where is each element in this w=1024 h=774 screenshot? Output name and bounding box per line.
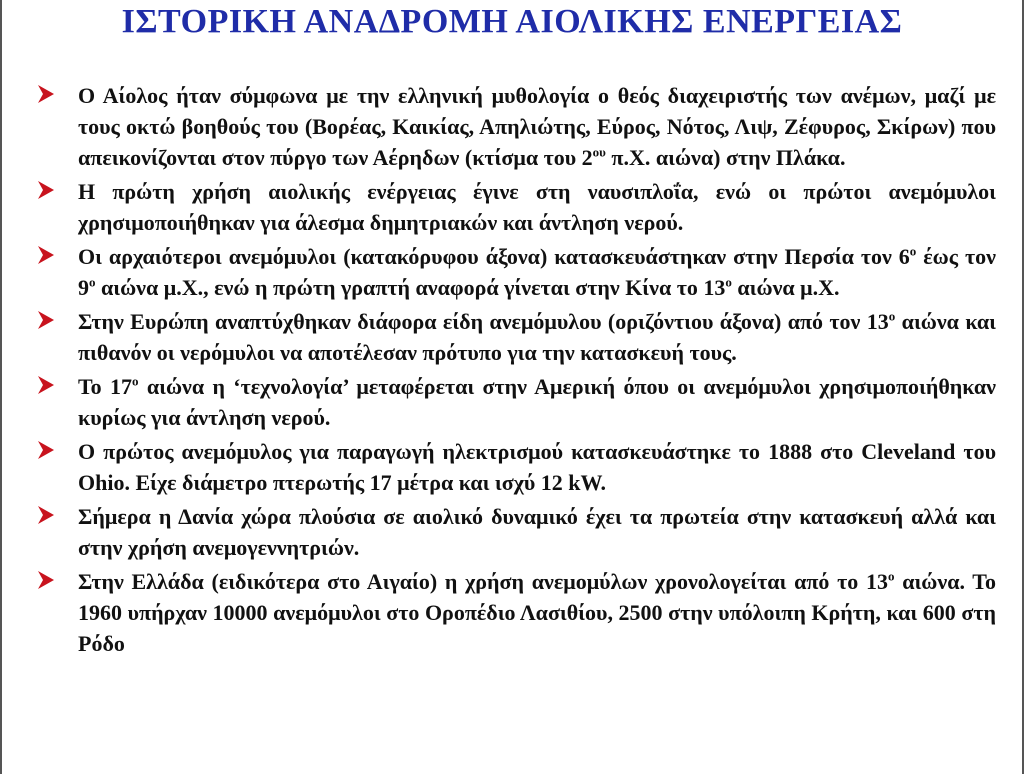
bullet-text-tail: αιώνα. Το 1960 υπήρχαν 10000 ανεμόμυλοι στο Οροπέδιο Λασιθίου, 2500 στην υπόλοιπη Κρήτη, και 600 στη Ρόδο (78, 569, 996, 656)
bullet-item-first-use (34, 176, 996, 238)
bullet-text: Στην Ευρώπη αναπτύχθηκαν διάφορα είδη ανεμόμυλου (οριζόντιου άξονα) από τον 13 (78, 309, 889, 334)
arrow-bullet-icon (36, 179, 56, 201)
bullet-superscript: ο (132, 373, 139, 389)
bullet-superscript: ο (725, 274, 732, 290)
arrow-bullet-icon (36, 439, 56, 461)
arrow-bullet-icon (36, 244, 56, 266)
bullet-text: Στην Ελλάδα (ειδικότερα στο Αιγαίο) η χρήση ανεμομύλων χρονολογείται από το 13 (78, 569, 888, 594)
bullet-list (34, 80, 996, 662)
bullet-superscript: ο (888, 308, 896, 324)
arrow-bullet-icon (36, 569, 56, 591)
bullet-text-tail: αιώνα μ.Χ. (731, 275, 840, 300)
bullet-item-greece (34, 566, 996, 659)
arrow-bullet-icon (36, 309, 56, 331)
bullet-text: Το 17 (78, 374, 133, 399)
bullet-superscript: ο (89, 274, 96, 290)
bullet-item-cleveland (34, 436, 996, 498)
bullet-text: Ο πρώτος ανεμόμυλος για παραγωγή ηλεκτρισμού κατασκευάστηκε το 1888 στο Cleveland του Ohio. Είχε διάμετρο πτερωτής 17 μέτρα και ισχύ 12 kW. (78, 439, 996, 495)
bullet-item-denmark (34, 501, 996, 563)
bullet-text: Οι αρχαιότεροι ανεμόμυλοι (κατακόρυφου άξονα) κατασκευάστηκαν στην Περσία τον 6 (78, 244, 910, 269)
arrow-bullet-icon (36, 83, 56, 105)
bullet-text-tail: αιώνα η ‘τεχνολογία’ μεταφέρεται στην Αμερική όπου οι ανεμόμυλοι χρησιμοποιήθηκαν κυρίως για άντληση νερού. (78, 374, 996, 430)
slide-left-border (0, 0, 2, 774)
bullet-superscript: ο (909, 243, 917, 259)
bullet-text-tail: αιώνα μ.Χ., ενώ η πρώτη γραπτή αναφορά γίνεται στην Κίνα το 13 (95, 275, 726, 300)
bullet-item-europe (34, 306, 996, 368)
bullet-superscript: ου (592, 144, 606, 160)
bullet-item-america (34, 371, 996, 433)
bullet-item-aeolus (34, 80, 996, 173)
arrow-bullet-icon (36, 504, 56, 526)
bullet-text: Η πρώτη χρήση αιολικής ενέργειας έγινε στη ναυσιπλοΐα, ενώ οι πρώτοι ανεμόμυλοι χρησιμοποιήθηκαν για άλεσμα δημητριακών και άντληση νερού. (78, 179, 996, 235)
bullet-text: Σήμερα η Δανία χώρα πλούσια σε αιολικό δυναμικό έχει τα πρωτεία στην κατασκευή αλλά και στην χρήση ανεμογεννητριών. (78, 504, 996, 560)
bullet-text-tail: έως τον 9 (78, 244, 996, 300)
bullet-item-persia (34, 241, 996, 303)
slide-title: ΙΣΤΟΡΙΚΗ ΑΝΑΔΡΟΜΗ ΑΙΟΛΙΚΗΣ ΕΝΕΡΓΕΙΑΣ (121, 3, 903, 40)
bullet-text-tail: αιώνα και πιθανόν οι νερόμυλοι να αποτέλεσαν πρότυπο για την κατασκευή τους. (78, 309, 997, 365)
bullet-text-tail: π.Χ. αιώνα) στην Πλάκα. (605, 145, 846, 170)
arrow-bullet-icon (36, 374, 56, 396)
bullet-text: Ο Αίολος ήταν σύμφωνα με την ελληνική μυθολογία ο θεός διαχειριστής των ανέμων, μαζί με τους οκτώ βοηθούς του (Βορέας, Καικίας, Απηλιώτης, Εύρος, Νότος, Λιψ, Ζέφυρος, Σκίρων) που απεικονίζονται στον πύργο των Αέρηδων (κτίσμα του 2 (78, 83, 996, 170)
bullet-superscript: ο (887, 568, 895, 584)
